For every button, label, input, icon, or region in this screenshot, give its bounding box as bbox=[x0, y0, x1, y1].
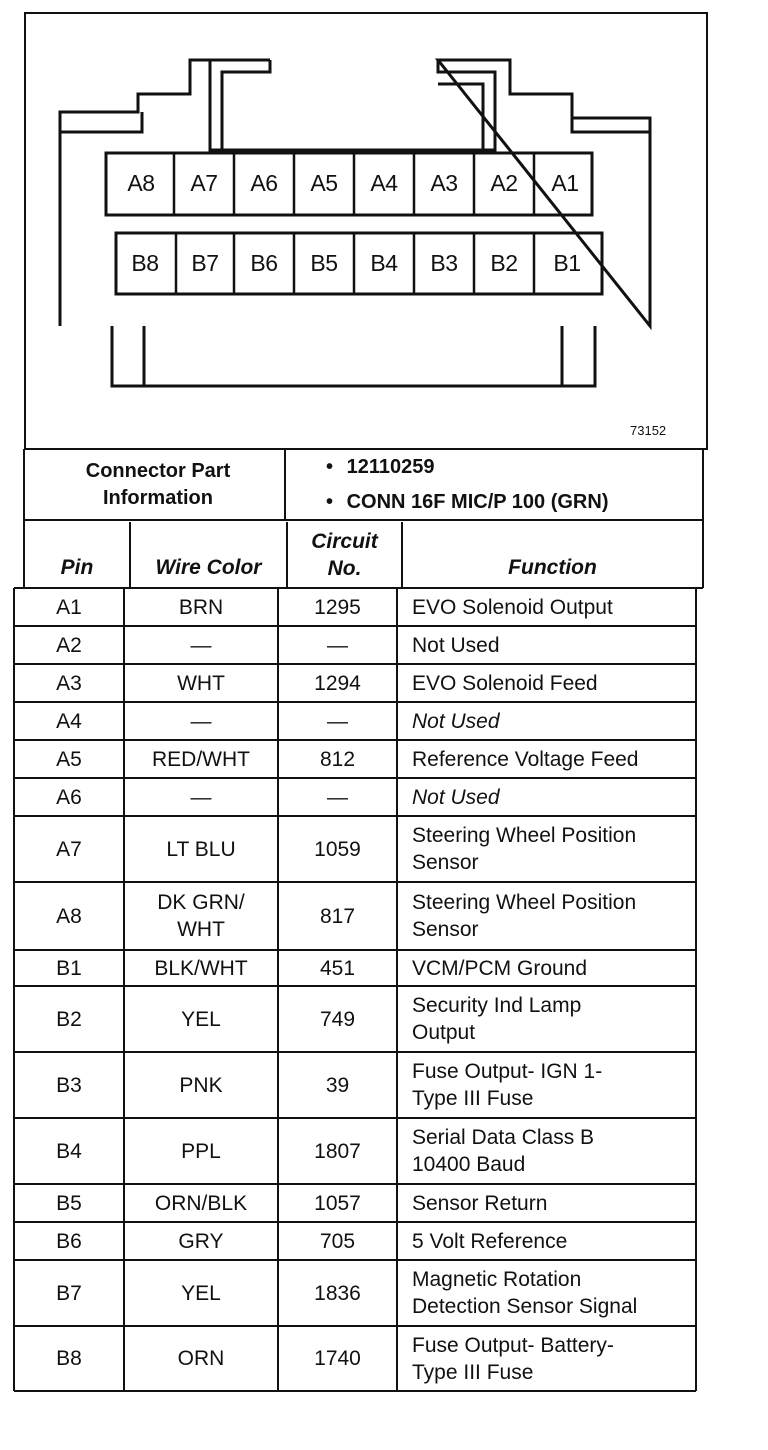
cell-line: B5 bbox=[56, 1192, 82, 1215]
cell-circuit bbox=[278, 836, 397, 863]
table-row bbox=[0, 626, 768, 664]
cavity-label: A4 bbox=[370, 170, 398, 196]
cell-line: PPL bbox=[181, 1140, 221, 1163]
cell-pin bbox=[14, 632, 124, 659]
cavity-label: B3 bbox=[430, 250, 458, 276]
header-circuit-no bbox=[287, 528, 402, 582]
cell-line: — bbox=[327, 634, 348, 657]
cell-line: — bbox=[190, 710, 212, 733]
cell-wire bbox=[124, 1006, 278, 1033]
cell-line: Steering Wheel Position bbox=[412, 824, 637, 847]
cell-line: 1295 bbox=[314, 596, 361, 619]
cell-pin bbox=[14, 836, 124, 863]
cell-line: A6 bbox=[56, 786, 82, 809]
cell-circuit bbox=[278, 708, 397, 735]
cell-line: BLK/WHT bbox=[154, 957, 248, 980]
cell-function bbox=[412, 1266, 696, 1320]
cell-function bbox=[412, 889, 696, 943]
cell-line: Security Ind Lamp bbox=[412, 994, 582, 1017]
cell-function bbox=[412, 1228, 696, 1255]
cell-function bbox=[412, 632, 696, 659]
cell-function bbox=[412, 1058, 696, 1112]
cell-line: A8 bbox=[56, 905, 82, 928]
cell-function bbox=[412, 822, 696, 876]
table-row bbox=[0, 740, 768, 778]
cell-wire bbox=[124, 889, 278, 943]
cell-wire bbox=[124, 1228, 278, 1255]
cell-line: LT BLU bbox=[166, 838, 236, 861]
cell-line: Not Used bbox=[412, 634, 500, 657]
cell-circuit bbox=[278, 746, 397, 773]
cell-circuit bbox=[278, 1072, 397, 1099]
cell-circuit bbox=[278, 632, 397, 659]
cell-line: Steering Wheel Position bbox=[412, 891, 637, 914]
cell-circuit bbox=[278, 594, 397, 621]
cell-circuit bbox=[278, 1280, 397, 1307]
cell-line: Sensor bbox=[412, 851, 479, 874]
cavity-label: B1 bbox=[553, 250, 581, 276]
cell-line: Not Used bbox=[412, 710, 500, 733]
table-row bbox=[0, 816, 768, 882]
cell-line: 451 bbox=[319, 957, 356, 980]
cell-function bbox=[412, 1332, 696, 1386]
cell-line: YEL bbox=[181, 1282, 221, 1305]
cell-pin bbox=[14, 1228, 124, 1255]
cell-line: Magnetic Rotation bbox=[412, 1268, 582, 1291]
cell-line: A3 bbox=[56, 672, 82, 695]
cell-line: VCM/PCM Ground bbox=[412, 957, 588, 980]
part-number: 12110259 bbox=[346, 456, 435, 478]
cell-function bbox=[412, 670, 696, 697]
cell-circuit bbox=[278, 903, 397, 930]
cell-function bbox=[412, 784, 696, 811]
cell-line: Reference Voltage Feed bbox=[412, 748, 639, 771]
cell-line: 1740 bbox=[314, 1347, 361, 1370]
cell-pin bbox=[14, 1280, 124, 1307]
cell-line: Output bbox=[412, 1021, 476, 1044]
cell-line: B2 bbox=[56, 1008, 82, 1031]
cell-line: Fuse Output- Battery- bbox=[412, 1334, 614, 1357]
cell-line: Type III Fuse bbox=[412, 1087, 534, 1110]
cell-line: B3 bbox=[56, 1074, 82, 1097]
table-row bbox=[0, 588, 768, 626]
cell-line: DK GRN/ bbox=[157, 891, 245, 914]
cell-circuit bbox=[278, 784, 397, 811]
table-row bbox=[0, 986, 768, 1052]
cell-function bbox=[412, 746, 696, 773]
cell-line: 1836 bbox=[314, 1282, 361, 1305]
cavity-label: B2 bbox=[490, 250, 518, 276]
cell-circuit bbox=[278, 1228, 397, 1255]
cell-circuit bbox=[278, 1138, 397, 1165]
cavity-label: A3 bbox=[430, 170, 458, 196]
cell-line: PNK bbox=[179, 1074, 223, 1097]
part-description: CONN 16F MIC/P 100 (GRN) bbox=[346, 491, 609, 513]
cell-function bbox=[412, 594, 696, 621]
bullet: • bbox=[326, 491, 334, 513]
table-row bbox=[0, 664, 768, 702]
cavity-label: A1 bbox=[551, 170, 579, 196]
cell-line: B7 bbox=[56, 1282, 82, 1305]
cell-line: 1294 bbox=[314, 672, 361, 695]
table-row bbox=[0, 950, 768, 986]
table-row bbox=[0, 702, 768, 740]
cell-line: A1 bbox=[56, 596, 82, 619]
cell-pin bbox=[14, 903, 124, 930]
cell-wire bbox=[124, 1138, 278, 1165]
cell-pin bbox=[14, 594, 124, 621]
cell-wire bbox=[124, 708, 278, 735]
cell-circuit bbox=[278, 955, 397, 982]
cavity-label: B6 bbox=[250, 250, 278, 276]
cell-wire bbox=[124, 670, 278, 697]
cell-line: 817 bbox=[319, 905, 356, 928]
header-wire-color: Wire Color bbox=[155, 556, 262, 579]
table-row bbox=[0, 1222, 768, 1260]
table-row bbox=[0, 882, 768, 950]
cell-line: 1807 bbox=[314, 1140, 361, 1163]
header-function: Function bbox=[508, 556, 597, 579]
table-row bbox=[0, 1118, 768, 1184]
cell-line: A7 bbox=[56, 838, 82, 861]
cell-wire bbox=[124, 1190, 278, 1217]
cell-line: WHT bbox=[177, 672, 225, 695]
cell-line: BRN bbox=[178, 596, 224, 619]
cell-line: Sensor bbox=[412, 918, 479, 941]
cell-line: B4 bbox=[56, 1140, 82, 1163]
cell-wire bbox=[124, 632, 278, 659]
cell-line: Detection Sensor Signal bbox=[412, 1295, 638, 1318]
cell-line: A2 bbox=[56, 634, 82, 657]
header-circuit-line1: Circuit bbox=[311, 530, 378, 553]
table-row bbox=[0, 778, 768, 816]
table-row bbox=[0, 1184, 768, 1222]
cell-line: Fuse Output- IGN 1- bbox=[412, 1060, 603, 1083]
cell-line: Sensor Return bbox=[412, 1192, 548, 1215]
cell-pin bbox=[14, 1006, 124, 1033]
cell-line: ORN bbox=[177, 1347, 225, 1370]
cavity-label: A2 bbox=[490, 170, 518, 196]
cell-wire bbox=[124, 746, 278, 773]
bullet: • bbox=[326, 456, 334, 478]
cell-line: — bbox=[190, 634, 212, 657]
cavity-label: A5 bbox=[310, 170, 338, 196]
cell-line: A4 bbox=[56, 710, 82, 733]
cell-wire bbox=[124, 784, 278, 811]
cell-wire bbox=[124, 955, 278, 982]
cell-line: — bbox=[327, 786, 348, 809]
cell-wire bbox=[124, 836, 278, 863]
cell-wire bbox=[124, 1072, 278, 1099]
cell-line: Type III Fuse bbox=[412, 1361, 534, 1384]
cell-pin bbox=[14, 670, 124, 697]
cell-pin bbox=[14, 1138, 124, 1165]
cell-line: WHT bbox=[177, 918, 225, 941]
cell-line: B6 bbox=[56, 1230, 82, 1253]
cavity-label: B4 bbox=[370, 250, 398, 276]
cell-pin bbox=[14, 746, 124, 773]
cell-line: 5 Volt Reference bbox=[412, 1230, 568, 1253]
header-pin: Pin bbox=[60, 556, 94, 579]
cell-line: 10400 Baud bbox=[412, 1153, 526, 1176]
part-number-line bbox=[326, 456, 434, 479]
cell-line: RED/WHT bbox=[152, 748, 250, 771]
part-description-line bbox=[326, 491, 608, 514]
cell-line: B8 bbox=[56, 1347, 82, 1370]
cell-line: EVO Solenoid Output bbox=[412, 596, 613, 619]
cell-circuit bbox=[278, 1190, 397, 1217]
cell-line: GRY bbox=[178, 1230, 224, 1253]
cell-circuit bbox=[278, 1006, 397, 1033]
cell-line: — bbox=[327, 710, 348, 733]
cell-circuit bbox=[278, 670, 397, 697]
cell-function bbox=[412, 955, 696, 982]
cell-line: A5 bbox=[56, 748, 82, 771]
table-row bbox=[0, 1260, 768, 1326]
cavity-label: A6 bbox=[250, 170, 278, 196]
cell-function bbox=[412, 708, 696, 735]
cavity-label: A7 bbox=[190, 170, 218, 196]
cell-wire bbox=[124, 1345, 278, 1372]
cell-line: 1059 bbox=[314, 838, 361, 861]
cell-line: 705 bbox=[319, 1230, 356, 1253]
cell-line: B1 bbox=[56, 957, 82, 980]
cell-function bbox=[412, 1190, 696, 1217]
cell-line: EVO Solenoid Feed bbox=[412, 672, 598, 695]
cell-pin bbox=[14, 1345, 124, 1372]
cavity-label: B8 bbox=[131, 250, 159, 276]
cell-function bbox=[412, 992, 696, 1046]
connector-info-label-line1: Connector Part bbox=[85, 460, 231, 482]
cell-line: 749 bbox=[319, 1008, 356, 1031]
table-row bbox=[0, 1326, 768, 1391]
table-row bbox=[0, 1052, 768, 1118]
cell-line: — bbox=[190, 786, 212, 809]
cell-line: Not Used bbox=[412, 786, 500, 809]
cell-pin bbox=[14, 955, 124, 982]
cell-line: 812 bbox=[319, 748, 356, 771]
cell-wire bbox=[124, 1280, 278, 1307]
cell-line: YEL bbox=[181, 1008, 221, 1031]
figure-number: 73152 bbox=[630, 423, 667, 438]
cavity-label: A8 bbox=[127, 170, 155, 196]
cell-line: 39 bbox=[325, 1074, 350, 1097]
cell-circuit bbox=[278, 1345, 397, 1372]
cell-pin bbox=[14, 1072, 124, 1099]
connector-info-label bbox=[40, 458, 276, 512]
cavity-label: B5 bbox=[310, 250, 338, 276]
cell-pin bbox=[14, 708, 124, 735]
cell-pin bbox=[14, 1190, 124, 1217]
cavity-label: B7 bbox=[191, 250, 219, 276]
cell-line: 1057 bbox=[314, 1192, 361, 1215]
connector-info-label-line2: Information bbox=[103, 487, 213, 509]
cell-pin bbox=[14, 784, 124, 811]
cell-line: Serial Data Class B bbox=[412, 1126, 595, 1149]
cell-function bbox=[412, 1124, 696, 1178]
header-circuit-line2: No. bbox=[327, 557, 362, 580]
cell-line: ORN/BLK bbox=[154, 1192, 248, 1215]
cell-wire bbox=[124, 594, 278, 621]
